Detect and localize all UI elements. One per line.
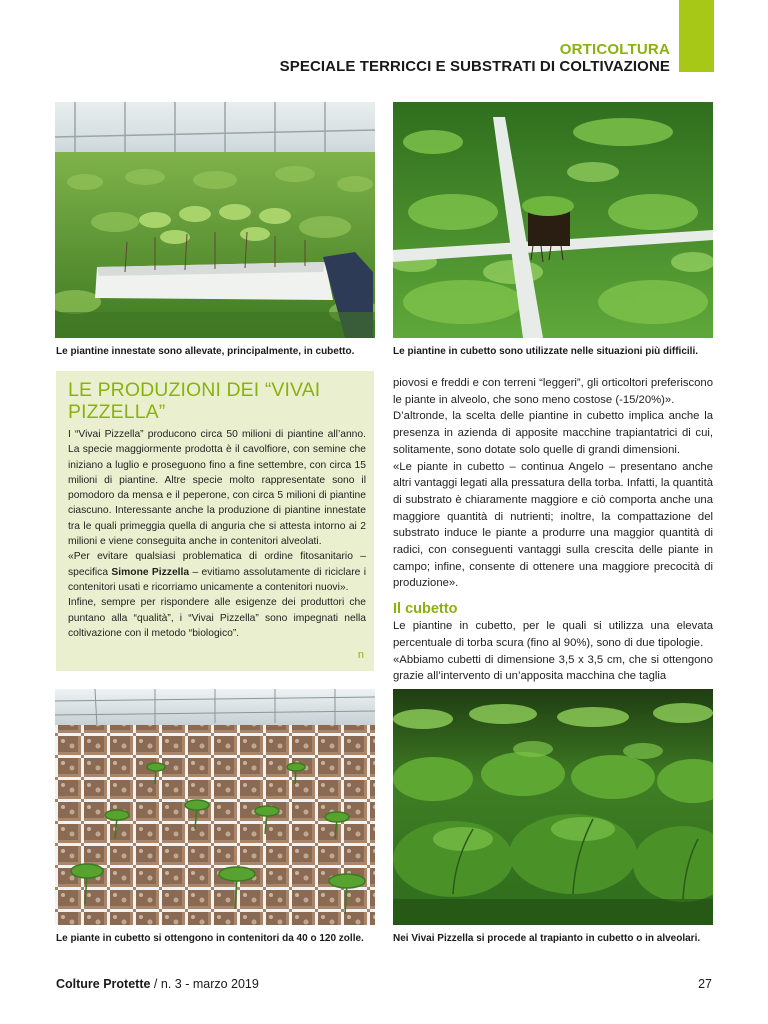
article-paragraph: piovosi e freddi e con terreni “leggeri”, gli orticoltori preferiscono le piante in alveolo, che sono meno costose (-15/20%)».: [393, 377, 713, 406]
header-accent-bar: [679, 0, 714, 72]
box-paragraph-quote: «Per evitare qualsiasi problematica di ordine fitosanitario – specifica Simone Pizzella – evitiamo assolutamente di riciclare i contenitori usati e ricorriamo unicamente a contenitori nuovi».: [68, 551, 366, 593]
magazine-name: Colture Protette: [56, 977, 151, 991]
subsection-title: SPECIALE TERRICCI E SUBSTRATI DI COLTIVAZIONE: [279, 58, 670, 75]
box-paragraph: I “Vivai Pizzella” producono circa 50 milioni di piantine all’anno. La specie maggiormente prodotta è il cavolfiore, con semine che iniziano a luglio e proseguono fino a fine settembre, con circa 15 milioni di piantine. Altre specie molto rappresentate sono il pomodoro da mensa e il peperone, con circa 5 milioni di piantine ciascuno. Interessante anche la produzione di piantine innestate tra le quali primeggia quella di anguria che si attesta intorno ai 2 milioni e viene conseguita anche in contenitori alveolati.: [68, 429, 366, 548]
footer-publication: [56, 977, 259, 991]
photo-caption: Nei Vivai Pizzella si procede al trapianto in cubetto o in alveolari.: [393, 933, 701, 944]
photo-caption: Le piantine in cubetto sono utilizzate nelle situazioni più difficili.: [393, 346, 699, 357]
photo-caption: Le piante in cubetto si ottengono in contenitori da 40 o 120 zolle.: [56, 933, 364, 944]
end-mark: n: [357, 649, 364, 661]
issue-info: / n. 3 - marzo 2019: [150, 977, 259, 991]
article-paragraph: «Le piante in cubetto – continua Angelo – presentano anche altri vantaggi legati alla pressatura della torba. Infatti, la quantità di substrato è chiaramente maggiore e ciò comporta anche una maggiore quantità di nutrienti; inoltre, la compattazione del substrato induce le piante a produrre una maggior quantità di radici, con conseguenti vantaggi sulla crescita delle piante in campo; infine, consente di ottenere una maggiore precocità di produzione».: [393, 460, 713, 590]
box-title: LE PRODUZIONI DEI “VIVAI PIZZELLA”: [68, 379, 321, 423]
sidebar-box: [56, 371, 374, 671]
quoted-person: Simone Pizzella: [111, 566, 190, 578]
page-number: 27: [698, 977, 712, 991]
photo-greenhouse-tray: [55, 102, 375, 338]
photo-cubes-roots: [393, 102, 713, 338]
photo-leaves-closeup: [393, 689, 713, 925]
article-paragraph: «Abbiamo cubetti di dimensione 3,5 x 3,5 cm, che si ottengono grazie all’intervento di un’apposita macchina che taglia: [393, 653, 713, 683]
article-paragraph: Le piantine in cubetto, per le quali si utilizza una elevata percentuale di torba scura (fino al 90%), sono di due tipologie.: [393, 620, 713, 649]
photo-seedling-trays: [55, 689, 375, 925]
section-title: ORTICOLTURA: [559, 41, 670, 58]
box-paragraph: Infine, sempre per rispondere alle esigenze dei produttori che puntano alla “qualità”, i “Vivai Pizzella” sono impegnati nella coltivazione con il metodo “biologico”.: [68, 597, 366, 639]
photo-caption: Le piantine innestate sono allevate, principalmente, in cubetto.: [56, 346, 355, 357]
article-paragraph: D’altronde, la scelta delle piantine in cubetto implica anche la presenza in azienda di apposite macchine trapiantatrici di cui, solitamente, sono dotate solo quelle di grandi dimensioni.: [393, 410, 713, 456]
article-column: [393, 375, 713, 685]
article-subheading: Il cubetto: [393, 601, 458, 618]
